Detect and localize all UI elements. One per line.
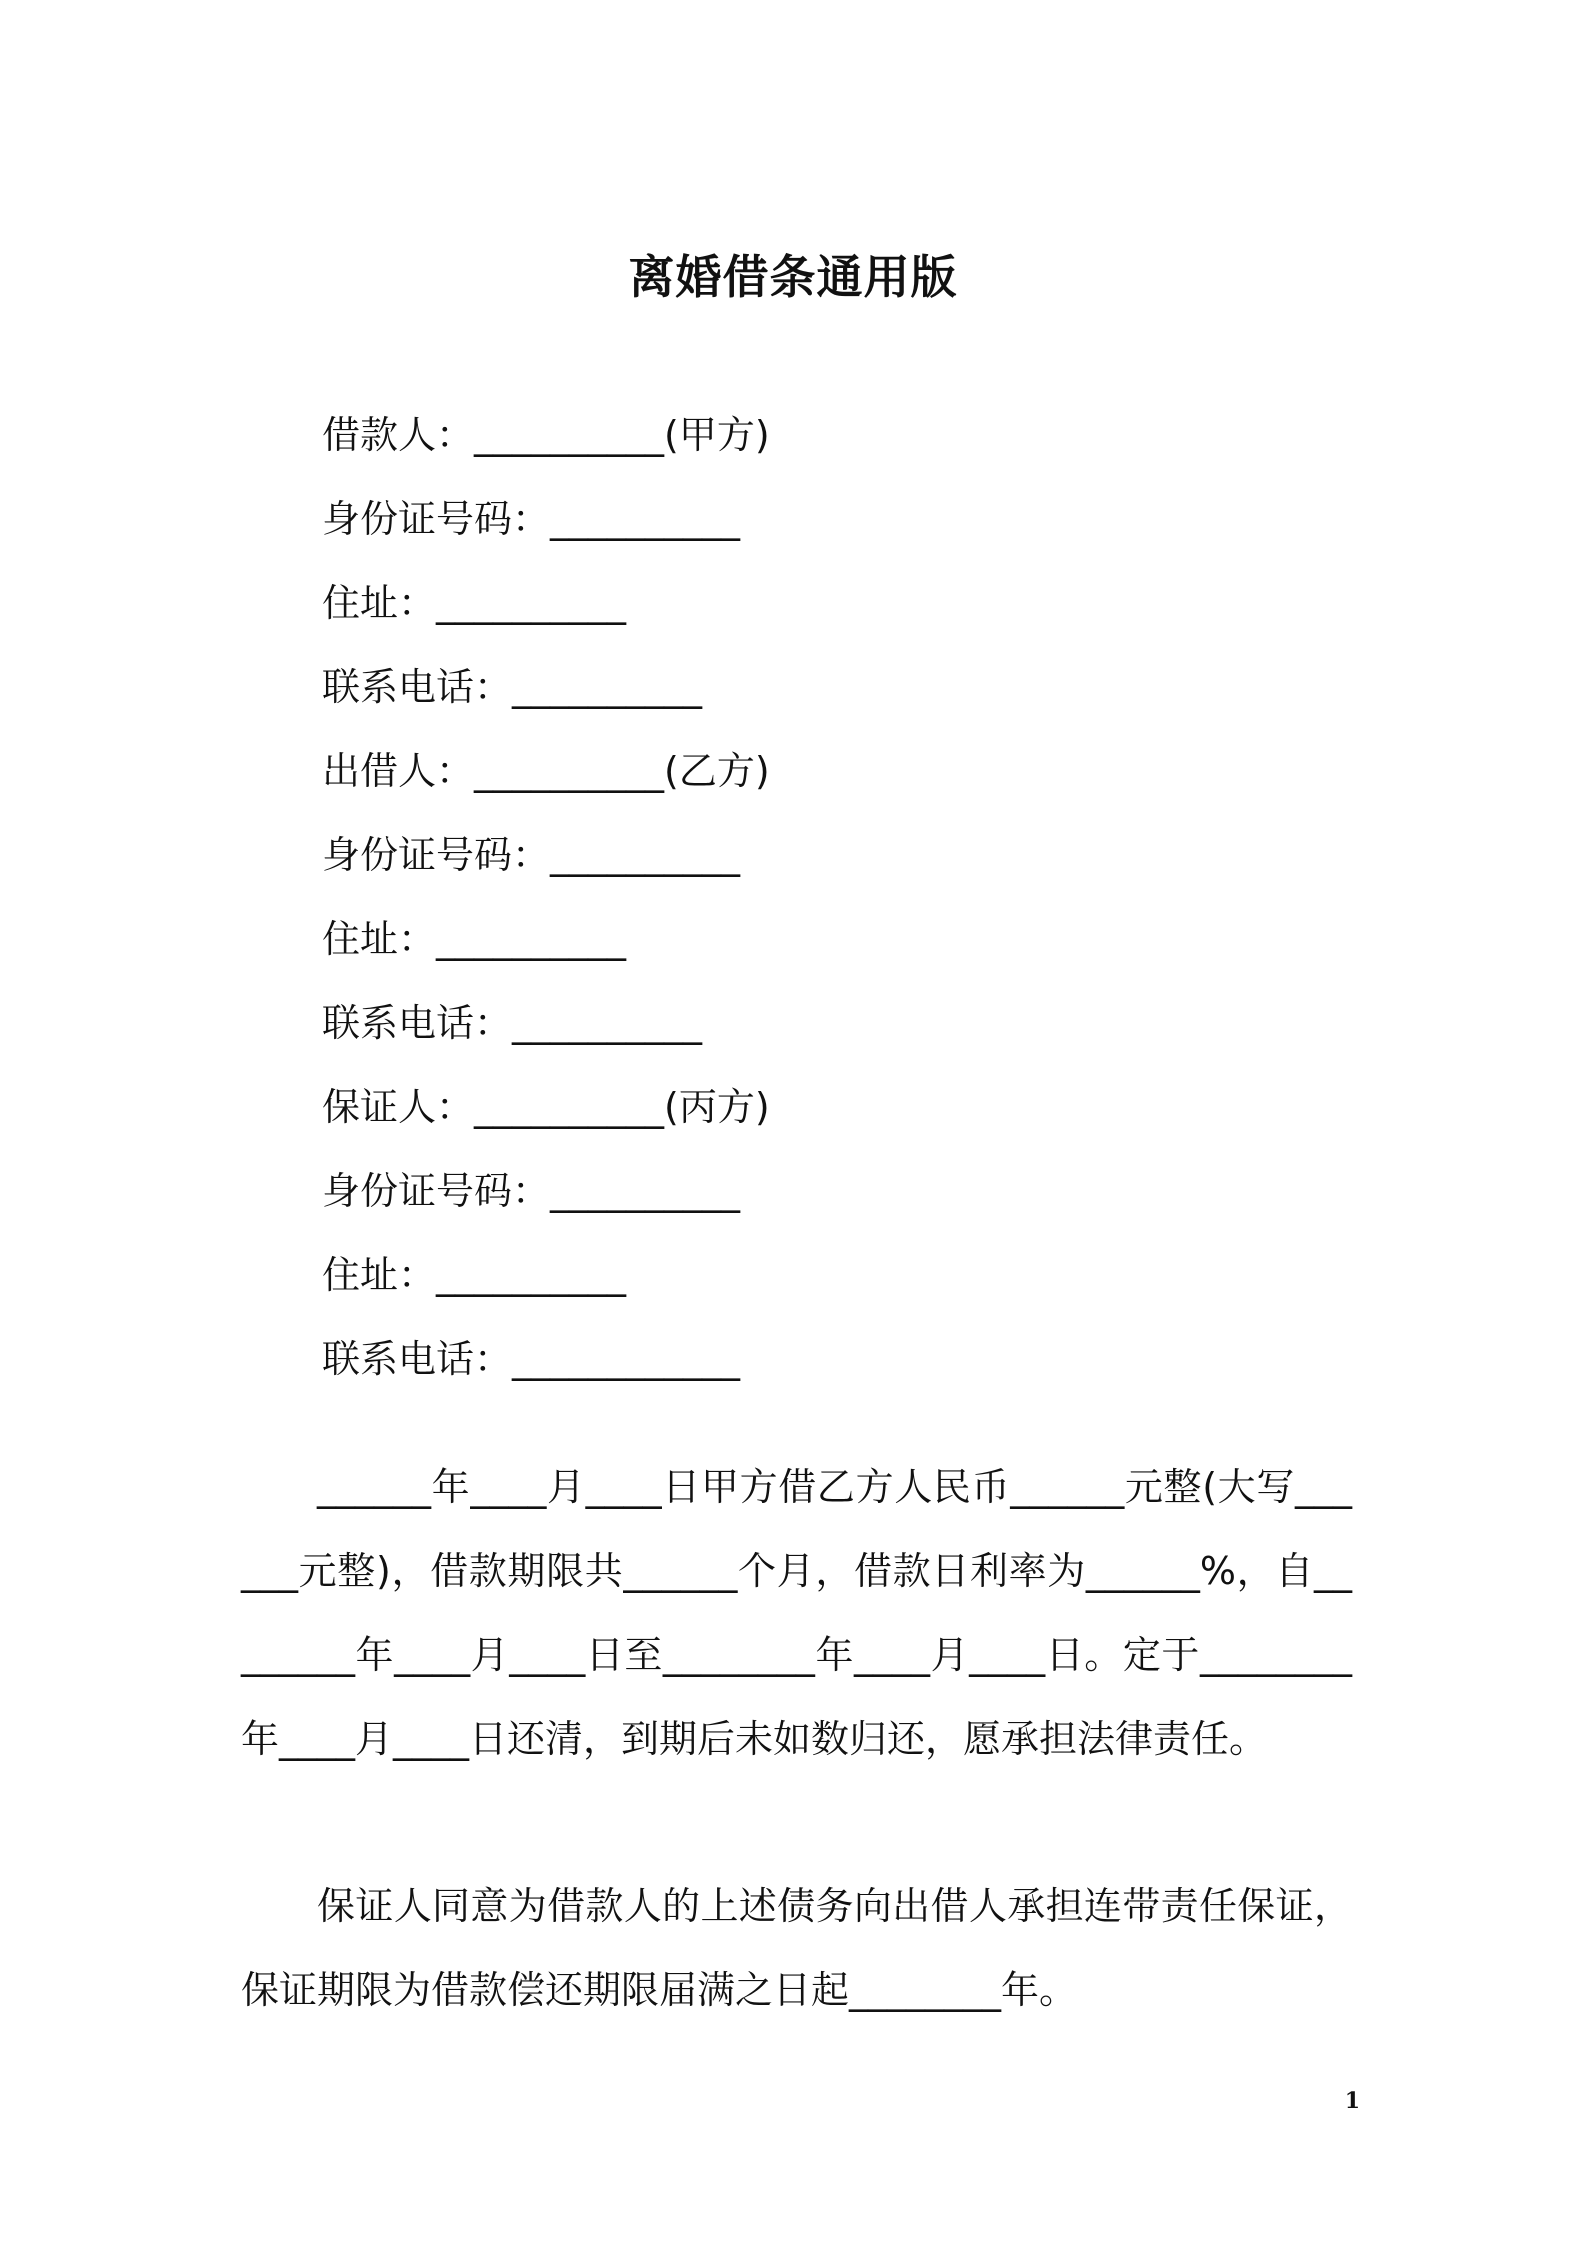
borrower-field: 借款人：__________(甲方) [322, 413, 770, 457]
guarantor-address-field: 住址：__________ [322, 1253, 627, 1297]
borrower-id-number-field: 身份证号码：__________ [322, 497, 741, 541]
page-number: 1 [1344, 2088, 1360, 2114]
lender-address-field: 住址：__________ [322, 917, 627, 961]
guarantee-paragraph: 保证人同意为借款人的上述债务向出借人承担连带责任保证，保证期限为借款偿还期限届满之日起________年。 [241, 1884, 1352, 2012]
lender-id-number-field: 身份证号码：__________ [322, 833, 741, 877]
document-title: 离婚借条通用版 [628, 249, 958, 304]
party-information-list [322, 405, 1362, 1413]
lender-phone-field: 联系电话：__________ [322, 1001, 703, 1045]
guarantor-id-number-field: 身份证号码：__________ [322, 1169, 741, 1213]
guarantor-field: 保证人：__________(丙方) [322, 1085, 770, 1129]
guarantor-phone-field: 联系电话：____________ [322, 1337, 741, 1381]
borrower-phone-field: 联系电话：__________ [322, 665, 703, 709]
borrower-address-field: 住址：__________ [322, 581, 627, 625]
lender-field: 出借人：__________(乙方) [322, 749, 770, 793]
loan-terms-paragraph: ______年____月____日甲方借乙方人民币______元整(大写______元整)，借款期限共______个月，借款日利率为______%，自________年____月____日至________年____月____日。定于________年____月____日还清，到期后未如数归还，愿承担法律责任。 [241, 1465, 1352, 1761]
